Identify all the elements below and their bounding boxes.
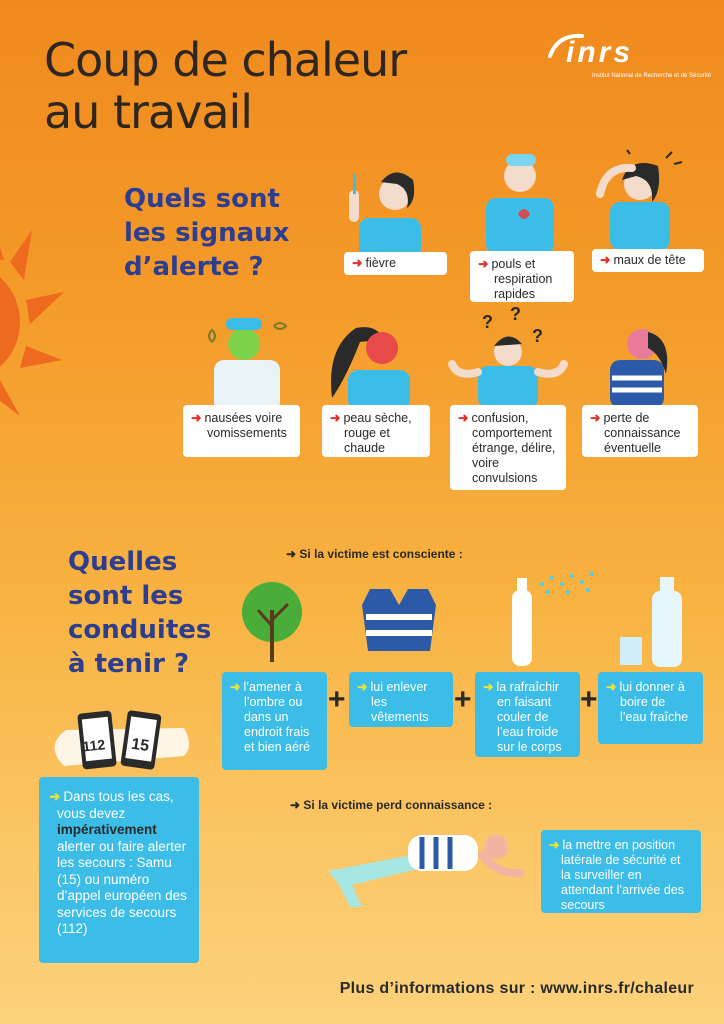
fainting-figure-illustration (602, 318, 682, 408)
inrs-logo (548, 24, 712, 84)
arrow-icon: ➜ (49, 789, 61, 804)
actions-heading-line-4: à tenir ? (68, 649, 190, 679)
phone-number-15: 15 (130, 735, 151, 756)
sun-icon (0, 200, 100, 440)
arrow-icon: ➜ (230, 680, 241, 694)
action-card-cool: ➜ la rafraîchir en faisant couler de l’eau froide sur le corps (475, 672, 580, 757)
signal-card-hot-skin: ➜ peau sèche, rouge et chaude (322, 405, 430, 457)
arrow-icon: ➜ (290, 798, 304, 812)
title-line-2: au travail (44, 85, 253, 139)
vest-icon (360, 585, 438, 655)
phone-number-112: 112 (81, 736, 106, 755)
signals-heading-line-2: les signaux (124, 218, 290, 248)
signal-card-headache: ➜ maux de tête (592, 249, 704, 272)
actions-heading (68, 545, 211, 681)
signal-card-fainting: ➜ perte de connaissance éventuelle (582, 405, 698, 457)
tree-icon (236, 580, 308, 662)
plus-sign-1: + (328, 683, 346, 716)
svg-text:?: ? (482, 312, 493, 332)
actions-heading-line-1: Quelles (68, 547, 178, 577)
signal-card-pulse: ➜ pouls et respiration rapides (470, 251, 574, 302)
headache-figure-illustration (596, 150, 686, 250)
action-card-recovery: ➜ la mettre en position latérale de sécurité et la surveiller en attendant l’arrivée des secours (541, 830, 701, 913)
svg-text:?: ? (532, 326, 543, 346)
phones-icon (44, 706, 194, 776)
signal-card-confusion: ➜ confusion, comportement étrange, délire, voire convulsions (450, 405, 566, 490)
recovery-position-illustration (322, 825, 522, 910)
conscious-subtitle: ➜ Si la victime est consciente : (286, 547, 463, 561)
footer-link-text[interactable]: Plus d’informations sur : www.inrs.fr/chaleur (339, 980, 694, 997)
fever-figure-illustration (345, 160, 435, 255)
signal-card-nausea: ➜ nausées voire vomissements (183, 405, 300, 457)
pulse-figure-illustration (480, 150, 560, 255)
hot-skin-figure-illustration (326, 318, 416, 410)
arrow-icon: ➜ (549, 838, 560, 852)
svg-text:?: ? (510, 304, 521, 324)
arrow-icon: ➜ (478, 257, 489, 271)
arrow-icon: ➜ (330, 411, 341, 425)
water-bottle-icon (618, 575, 684, 667)
alert-emphasis: impérativement (57, 822, 157, 837)
logo-text: inrs (566, 36, 634, 69)
plus-sign-3: + (580, 683, 598, 716)
actions-heading-line-2: sont les (68, 581, 184, 611)
plus-sign-2: + (454, 683, 472, 716)
arrow-icon: ➜ (483, 680, 494, 694)
confusion-figure-illustration (448, 304, 568, 408)
signal-card-fever: ➜ fièvre (344, 252, 447, 275)
logo-subtitle: Institut National de Recherche et de Sécurité (592, 73, 712, 79)
title-line-1: Coup de chaleur (44, 33, 407, 87)
arrow-icon: ➜ (191, 411, 202, 425)
alert-card: ➜ Dans tous les cas, vous devez impérativement alerter ou faire alerter les secours : Samu (15) ou numéro d’appel européen des services de secours (112) (39, 777, 199, 963)
arrow-icon: ➜ (357, 680, 368, 694)
arrow-icon: ➜ (352, 256, 363, 270)
arrow-icon: ➜ (458, 411, 469, 425)
action-card-shade: ➜ l’amener à l’ombre ou dans un endroit frais et bien aéré (222, 672, 327, 770)
arrow-icon: ➜ (286, 547, 300, 561)
arrow-icon: ➜ (590, 411, 601, 425)
signals-heading (124, 182, 289, 284)
signals-heading-line-3: d’alerte ? (124, 252, 264, 282)
actions-heading-line-3: conduites (68, 615, 212, 645)
signals-heading-line-1: Quels sont (124, 184, 280, 214)
nausea-figure-illustration (204, 312, 294, 412)
page-title (44, 34, 464, 138)
unconscious-subtitle: ➜ Si la victime perd connaissance : (290, 798, 493, 812)
spray-bottle-icon (508, 570, 600, 666)
action-card-drink: ➜ lui donner à boire de l’eau fraîche (598, 672, 703, 744)
arrow-icon: ➜ (600, 253, 611, 267)
action-card-undress: ➜ lui enlever les vêtements (349, 672, 453, 727)
arrow-icon: ➜ (606, 680, 617, 694)
